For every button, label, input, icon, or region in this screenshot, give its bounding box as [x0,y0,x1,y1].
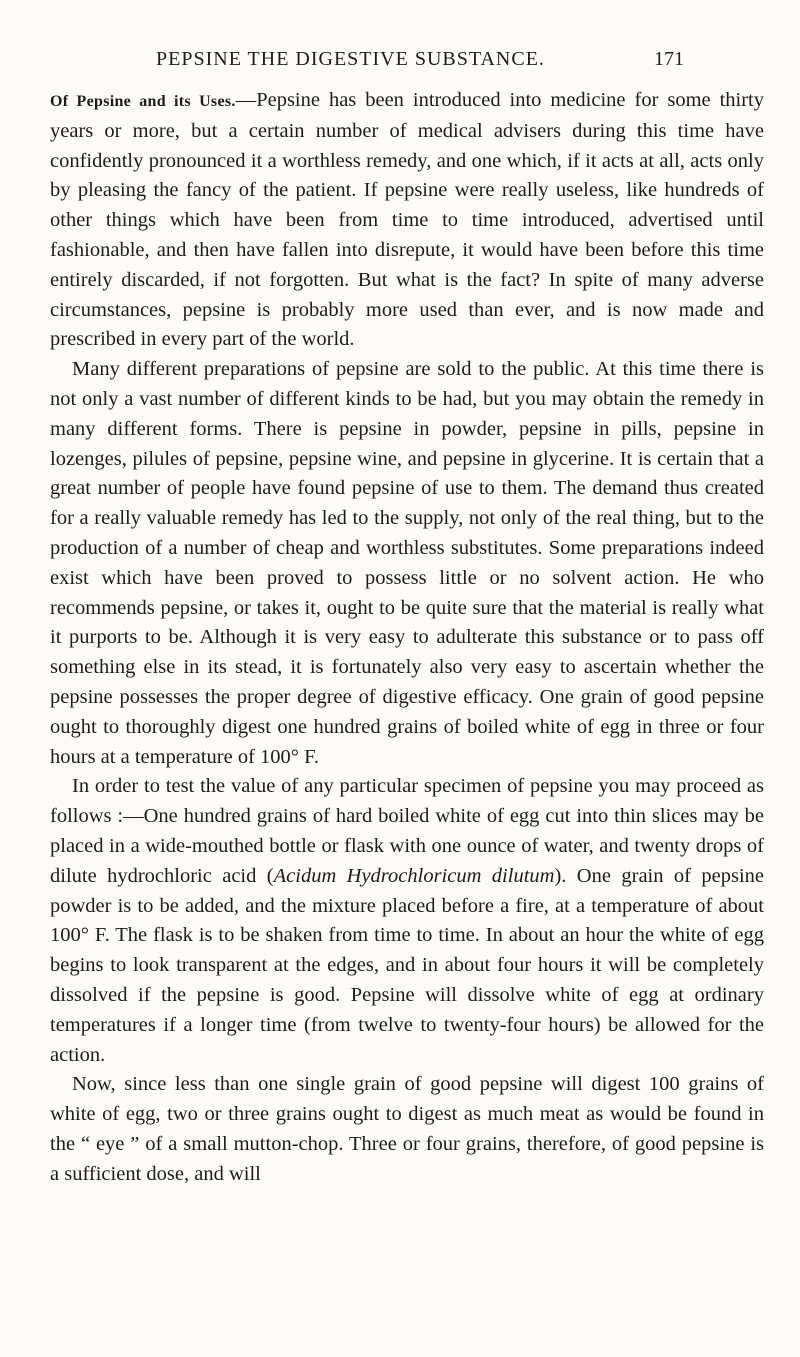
paragraph-3-text-b: ). One grain of pepsine powder is to be added, and the mixture placed before a fire, at a temperature of about 100° F. The flask is to be shaken from time to time. In about an hour the white of egg begins to look transparent at the edges, and in about four hours it will be completely dissolved if the pepsine is good. Pepsine will dissolve white of egg at ordinary temperatures if a longer time (from twelve to twenty-four hours) be allowed for the action. [50,864,764,1066]
latin-term: Acidum Hydrochloricum dilutum [273,864,555,887]
running-title: PEPSINE THE DIGESTIVE SUBSTANCE. [156,48,545,70]
paragraph-3-text-a: In order to test the value of any particular specimen of pepsine you may proceed as follows :—One hundred grains of hard boiled white of egg cut into thin slices may be placed in a wide-mouthed bottle or flask with one ounce of water, and twenty drops of dilute hydrochloric acid ( [50,775,764,887]
paragraph-3 [50,772,764,1070]
paragraph-4: Now, since less than one single grain of good pepsine will digest 100 grains of white of egg, two or three grains ought to digest as much meat as would be found in the “ eye ” of a small mutton-chop. Three or four grains, therefore, of good pepsine is a sufficient dose, and will [50,1073,764,1185]
paragraph-1-text: —Pepsine has been introduced into medicine for some thirty years or more, but a certain number of medical advisers during this time have confidently pronounced it a worthless remedy, and one which, if it acts at all, acts only by pleasing the fancy of the patient. If pepsine were really useless, like hundreds of other things which have been from time to time introduced, advertised until fashionable, and then have fallen into disrepute, it would have been before this time entirely discarded, if not forgotten. But what is the fact? In spite of many adverse circumstances, pepsine is probably more used than ever, and is now made and prescribed in every part of the world. [50,89,765,351]
paragraph-1 [50,86,764,355]
page-header [156,48,684,71]
body-text [50,86,764,1189]
section-heading: Of Pepsine and its Uses. [50,93,236,110]
paragraph-2: Many different preparations of pepsine are sold to the public. At this time there is not only a vast number of different kinds to be had, but you may obtain the remedy in many different forms. There is pepsine in powder, pepsine in pills, pepsine in lozenges, pilules of pepsine, pepsine wine, and pepsine in glycerine. It is certain that a great number of people have found pepsine of use to them. The demand thus created for a really valuable remedy has led to the supply, not only of the real thing, but to the production of a number of cheap and worthless substitutes. Some preparations indeed exist which have been proved to possess little or no solvent action. He who recommends pepsine, or takes it, ought to be quite sure that the material is really what it purports to be. Although it is very easy to adulterate this substance or to pass off something else in its stead, it is fortunately also very easy to ascertain whether the pepsine possesses the proper degree of digestive efficacy. One grain of good pepsine ought to thoroughly digest one hundred grains of boiled white of egg in three or four hours at a temperature of 100° F. [50,358,764,768]
page-number: 171 [654,48,684,70]
